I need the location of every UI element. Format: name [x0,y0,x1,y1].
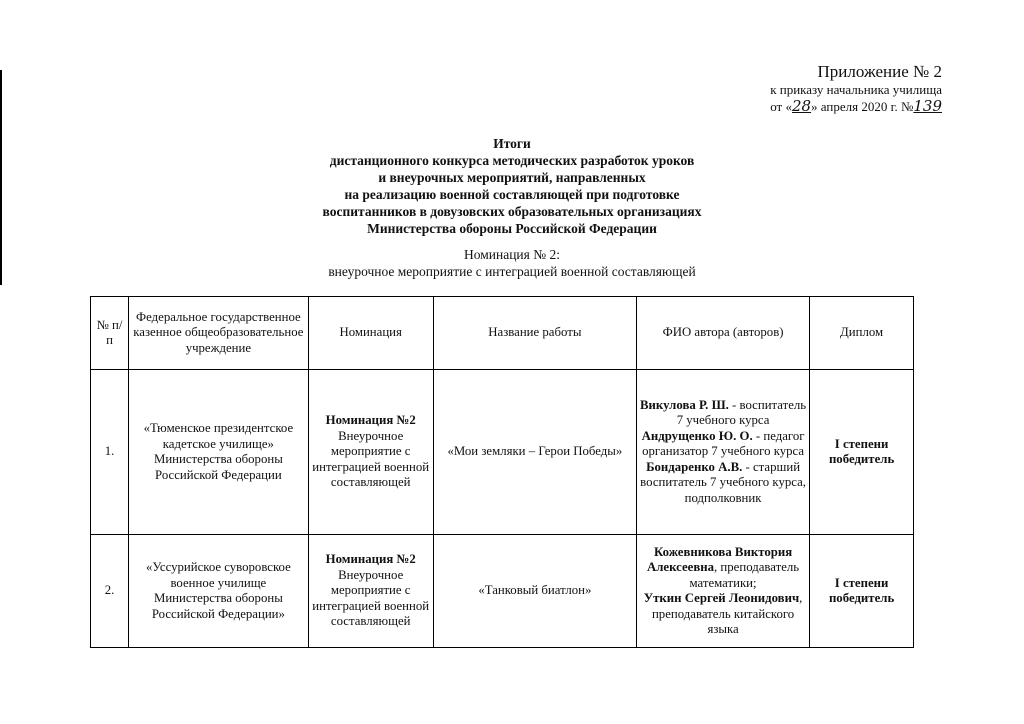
author-name: Бондаренко А.В. [646,459,743,474]
heading-line: Итоги [493,136,531,151]
row-authors [636,535,809,648]
nomination-heading [0,246,1024,280]
appendix-order-line: к приказу начальника училища [770,82,942,97]
document-heading [0,135,1024,237]
author-entry [640,429,806,460]
date-prefix: от « [770,99,792,114]
heading-line: воспитанников в довузовских образовательных организациях [322,204,702,219]
row-diploma: I степени победитель [810,535,914,648]
author-entry [640,398,806,429]
heading-line: на реализацию военной составляющей при подготовке [344,187,680,202]
header-diploma: Диплом [810,297,914,370]
appendix-title: Приложение № 2 [817,62,942,81]
appendix-block [770,62,942,115]
author-name: Уткин Сергей Леонидович [643,591,800,605]
author-role: - старший воспитатель 7 учебного курса, подполковник [640,459,806,505]
author-role: , преподаватель математики; [689,560,800,590]
table-row [91,370,914,535]
header-nomination: Номинация [308,297,433,370]
table-row [91,535,914,648]
author-role: - воспитатель 7 учебного курса [676,397,807,428]
heading-line: дистанционного конкурса методических разработок уроков [329,153,695,168]
nomination-title: Номинация №2 [325,552,416,567]
author-role: - педагог организатор 7 учебного курса [642,428,805,459]
handwritten-day: 28 [791,97,812,115]
nomination-line-1: Номинация № 2: [463,247,561,262]
heading-line: и внеурочных мероприятий, направленных [378,170,646,185]
handwritten-number: 139 [913,97,942,115]
row-work: «Танковый биатлон» [433,535,636,648]
author-role: , преподаватель китайского языка [651,591,803,636]
row-institution: «Уссурийское суворовское военное училище Министерства обороны Российской Федерации» [129,535,309,648]
row-work: «Мои земляки – Герои Победы» [433,370,636,535]
header-work: Название работы [433,297,636,370]
row-num: 2. [91,535,129,648]
row-institution: «Тюменское президентское кадетское училище» Министерства обороны Российской Федерации [129,370,309,535]
header-authors: ФИО автора (авторов) [636,297,809,370]
row-authors [636,370,809,535]
author-name: Кожевникова Виктория Алексеевна [646,544,793,574]
appendix-date-line [770,98,942,115]
row-nomination [308,535,433,648]
nomination-line-2: внеурочное мероприятие с интеграцией военной составляющей [328,264,696,279]
nomination-text: Внеурочное мероприятие с интеграцией военной составляющей [312,567,430,629]
results-table [90,296,914,648]
nomination-title: Номинация №2 [325,413,416,428]
author-name: Андрущенко Ю. О. [641,428,753,443]
row-diploma: I степени победитель [810,370,914,535]
author-entry [640,545,806,592]
author-entry [640,591,806,638]
author-name: Викулова Р. Ш. [640,397,729,412]
table-header-row [91,297,914,370]
row-num: 1. [91,370,129,535]
header-institution: Федеральное государственное казенное общеобразовательное учреждение [129,297,309,370]
date-middle: » апреля 2020 г. № [811,99,914,114]
author-entry [640,460,806,507]
heading-line: Министерства обороны Российской Федерации [367,221,657,236]
header-num: № п/п [91,297,129,370]
row-nomination [308,370,433,535]
nomination-text: Внеурочное мероприятие с интеграцией военной составляющей [312,428,430,490]
